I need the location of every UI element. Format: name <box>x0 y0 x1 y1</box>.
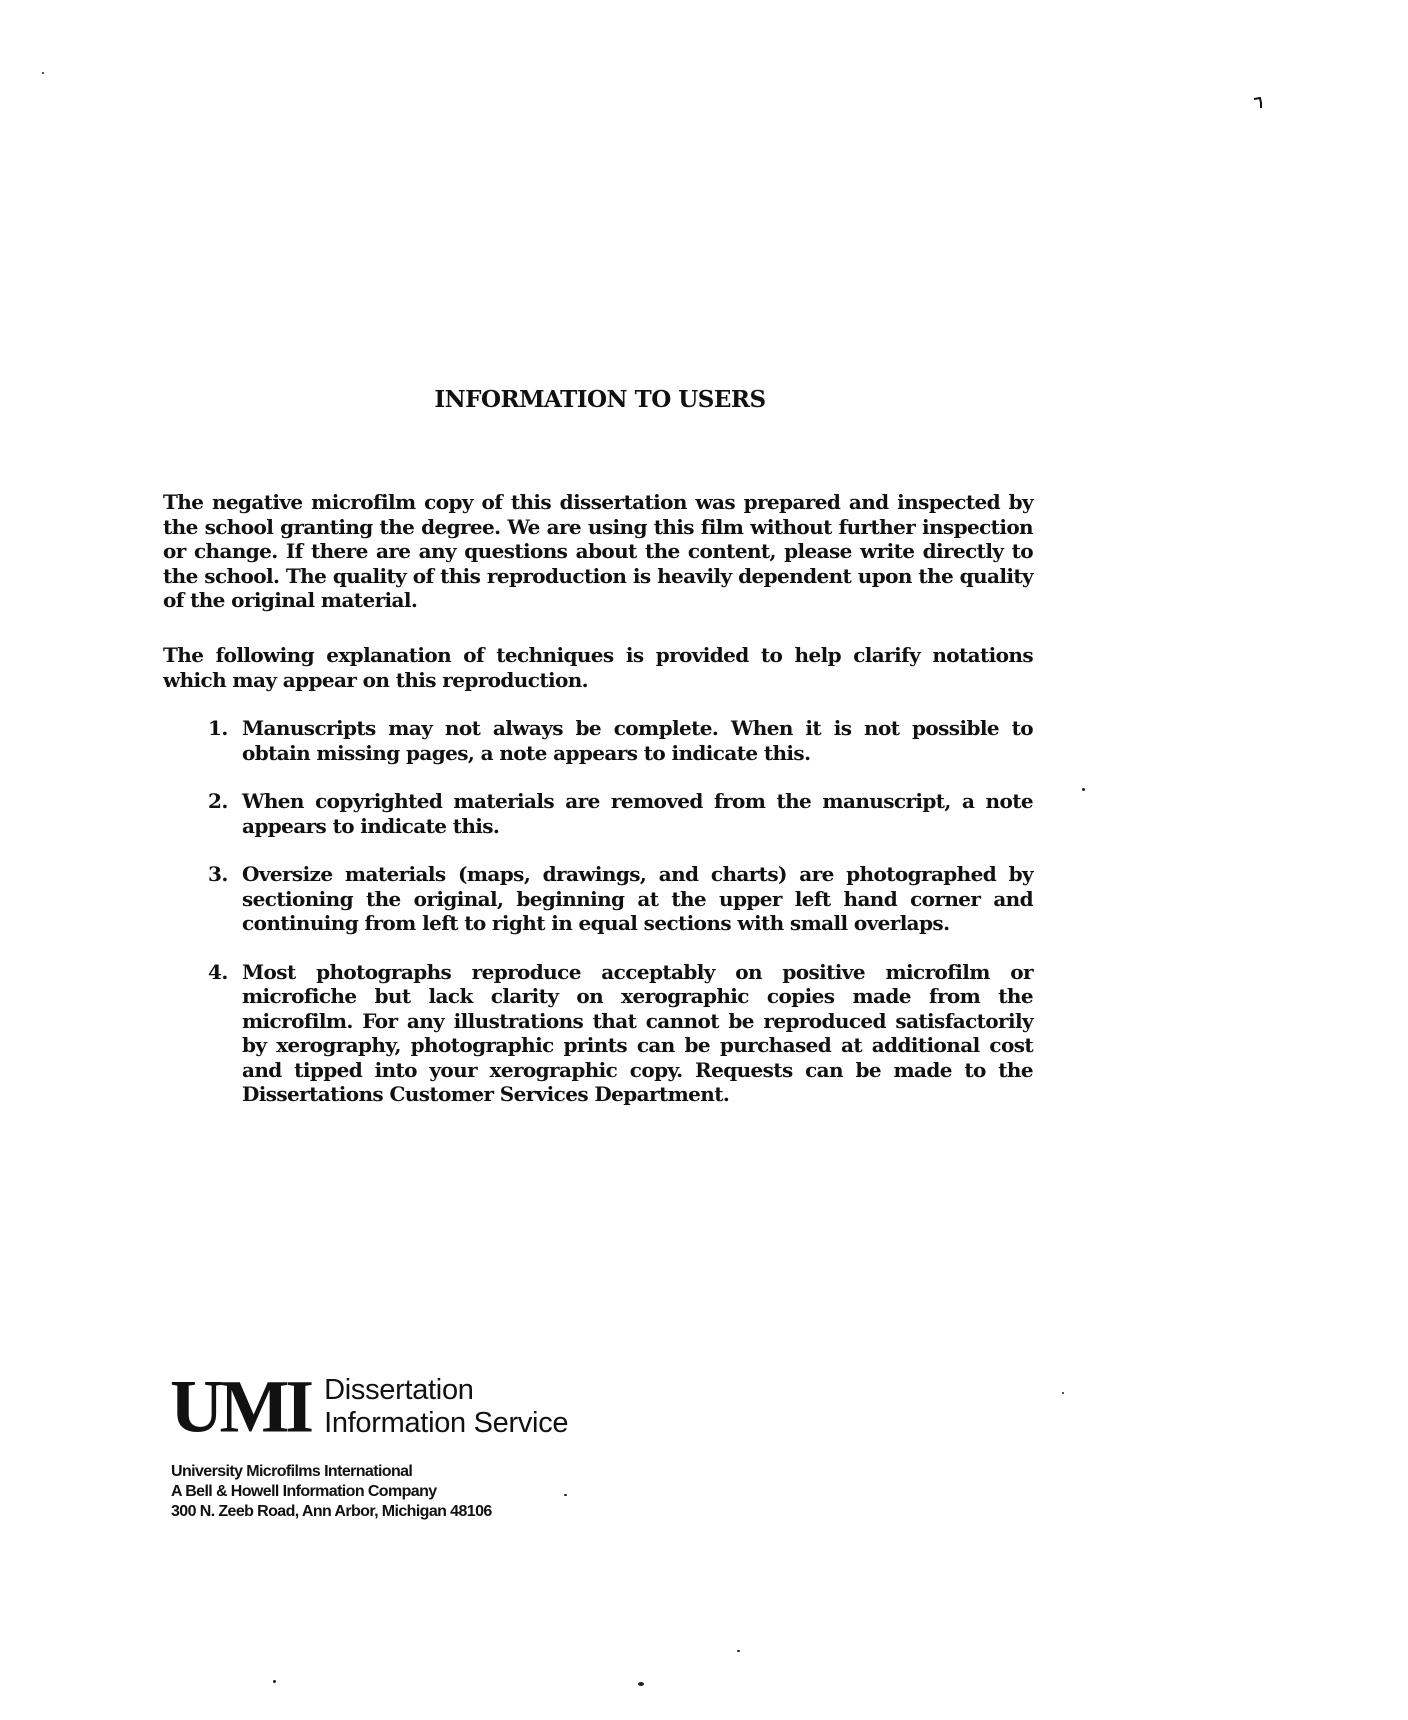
address-line-2: A Bell & Howell Information Company <box>171 1483 437 1500</box>
logo-line-1: Dissertation <box>324 1374 474 1406</box>
list-item-text: Manuscripts may not always be complete. When it is not possible to obtain missing pages, a note appears to indicate this. <box>242 716 1033 765</box>
scan-speck <box>638 1682 644 1686</box>
logo-service-name <box>324 1374 568 1440</box>
list-item <box>208 716 1033 765</box>
list-item <box>208 960 1033 1107</box>
list-item-text: Most photographs reproduce acceptably on positive microfilm or microfiche but lack clarity on xerographic copies made from the microfilm. For any illustrations that cannot be reproduced satisfactorily by xerography, photographic prints can be purchased at additional cost and tipped into your xerographic copy. Requests can be made to the Dissertations Customer Services Department. <box>242 959 1033 1106</box>
list-item-number: 3. <box>208 862 228 886</box>
list-item-number: 2. <box>208 789 228 813</box>
scan-speck <box>1062 1392 1064 1394</box>
logo-line-2: Information Service <box>324 1407 569 1439</box>
intro-paragraph: The negative microfilm copy of this dissertation was prepared and inspected by the school granting the degree. We are using this film without further inspection or change. If there are any questions about the content, please write directly to the school. The quality of this reproduction is heavily dependent upon the quality of the original material. <box>163 490 1033 612</box>
umi-logo <box>170 1365 569 1449</box>
list-item <box>208 789 1033 838</box>
scan-speck <box>564 1494 567 1496</box>
scan-speck <box>42 72 44 74</box>
address-line-3: 300 N. Zeeb Road, Ann Arbor, Michigan 48106 <box>171 1503 492 1520</box>
explanation-paragraph: The following explanation of techniques is provided to help clarify notations which may appear on this reproduction. <box>163 643 1033 692</box>
corner-mark <box>1253 97 1263 109</box>
scan-speck <box>737 1650 740 1652</box>
list-item-number: 1. <box>208 716 228 740</box>
page-title: INFORMATION TO USERS <box>434 386 766 413</box>
scan-speck <box>1082 788 1085 791</box>
notation-list <box>208 716 1033 1131</box>
list-item-text: When copyrighted materials are removed from the manuscript, a note appears to indicate this. <box>242 789 1033 838</box>
list-item-number: 4. <box>208 959 228 984</box>
list-item <box>208 862 1033 936</box>
publisher-address <box>171 1462 492 1522</box>
list-item-text: Oversize materials (maps, drawings, and charts) are photographed by sectioning the original, beginning at the upper left hand corner and continuing from left to right in equal sections with small overlaps. <box>242 862 1033 935</box>
logo-mark: UMI <box>170 1365 311 1449</box>
scan-speck <box>273 1680 276 1683</box>
address-line-1: University Microfilms International <box>171 1463 413 1480</box>
